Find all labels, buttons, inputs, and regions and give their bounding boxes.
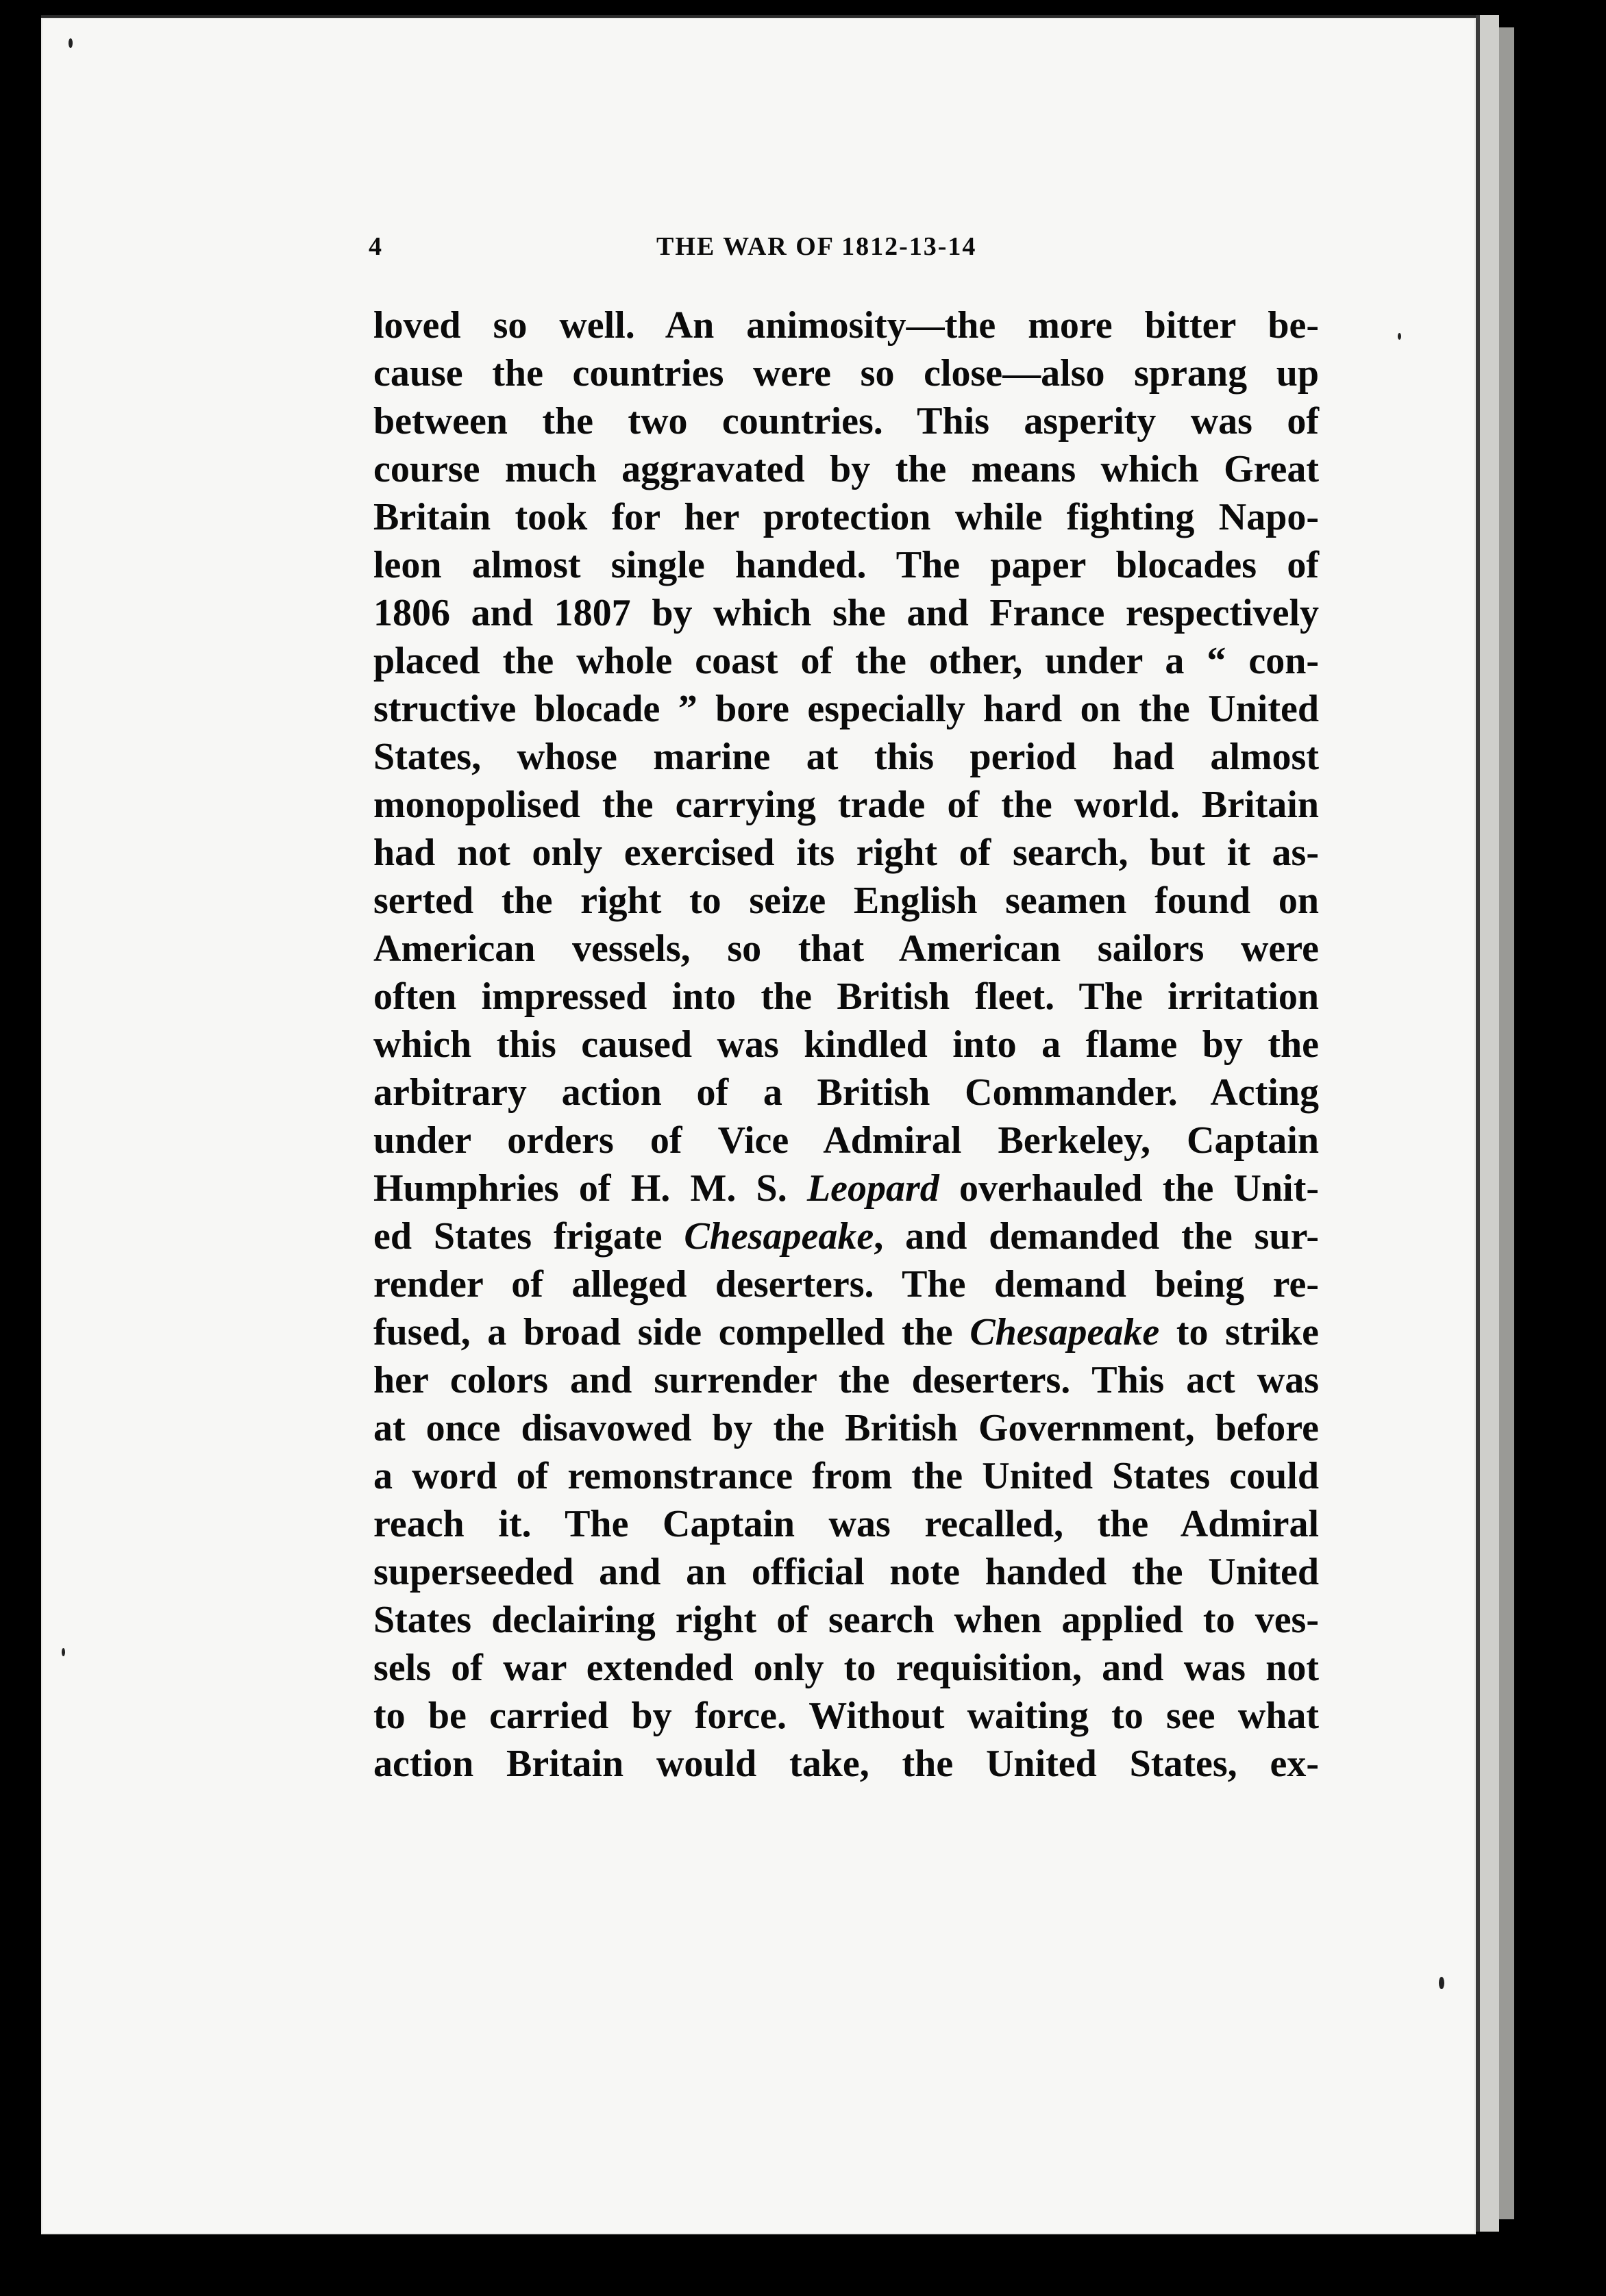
text-line: serted the right to seize English seamen found on	[373, 879, 1319, 922]
text-line: arbitrary action of a British Commander. Acting	[373, 1071, 1319, 1114]
text-line: her colors and surrender the deserters. This act was	[373, 1359, 1319, 1401]
running-title: THE WAR OF 1812-13-14	[656, 232, 977, 261]
text-line: Humphries of H. M. S. Leopard overhauled the Unit-	[373, 1167, 1319, 1210]
page-edge-shadow	[1499, 27, 1514, 2219]
text-line: a word of remonstrance from the United States could	[373, 1455, 1319, 1497]
text-line: monopolised the carrying trade of the world. Britain	[373, 784, 1319, 826]
ship-name: Chesapeake	[684, 1215, 874, 1258]
text-line: States, whose marine at this period had almost	[373, 736, 1319, 778]
running-head	[369, 232, 1314, 273]
body-text	[373, 301, 1319, 1788]
text-line: States declairing right of search when applied to ves-	[373, 1599, 1319, 1641]
text-line: had not only exercised its right of search, but it as-	[373, 832, 1319, 874]
ship-name: Leopard	[806, 1167, 939, 1210]
text-line: American vessels, so that American sailors were	[373, 927, 1319, 970]
text-line: cause the countries were so close—also sprang up	[373, 352, 1319, 395]
ship-name: Chesapeake	[969, 1311, 1160, 1353]
text-line: under orders of Vice Admiral Berkeley, Captain	[373, 1119, 1319, 1162]
text-line: which this caused was kindled into a flame by the	[373, 1023, 1319, 1066]
text-line: sels of war extended only to requisition, and was not	[373, 1647, 1319, 1689]
text-line: ed States frigate Chesapeake, and demanded the sur-	[373, 1215, 1319, 1258]
text-line: structive blocade ” bore especially hard on the United	[373, 688, 1319, 730]
page-number: 4	[369, 232, 382, 261]
text-line: at once disavowed by the British Government, before	[373, 1407, 1319, 1449]
text-line: reach it. The Captain was recalled, the Admiral	[373, 1503, 1319, 1545]
text-line: render of alleged deserters. The demand being re-	[373, 1263, 1319, 1306]
text-line: often impressed into the British fleet. The irritation	[373, 975, 1319, 1018]
text-line: 1806 and 1807 by which she and France respectively	[373, 592, 1319, 634]
speck	[62, 1648, 65, 1656]
text-line: Britain took for her protection while fighting Napo-	[373, 496, 1319, 538]
text-line: between the two countries. This asperity was of	[373, 400, 1319, 442]
text-line: leon almost single handed. The paper blocades of	[373, 544, 1319, 586]
text-line: fused, a broad side compelled the Chesapeake to strike	[373, 1311, 1319, 1353]
speck	[69, 38, 73, 48]
speck	[1398, 333, 1401, 340]
text-line: placed the whole coast of the other, under a “ con-	[373, 640, 1319, 682]
text-line: to be carried by force. Without waiting to see what	[373, 1695, 1319, 1737]
speck	[1439, 1977, 1444, 1989]
text-line: course much aggravated by the means which Great	[373, 448, 1319, 490]
text-line: action Britain would take, the United States, ex-	[373, 1743, 1319, 1785]
page-edge	[1476, 15, 1499, 2232]
text-line: loved so well. An animosity—the more bitter be-	[373, 304, 1319, 347]
text-line: superseeded and an official note handed the United	[373, 1551, 1319, 1593]
